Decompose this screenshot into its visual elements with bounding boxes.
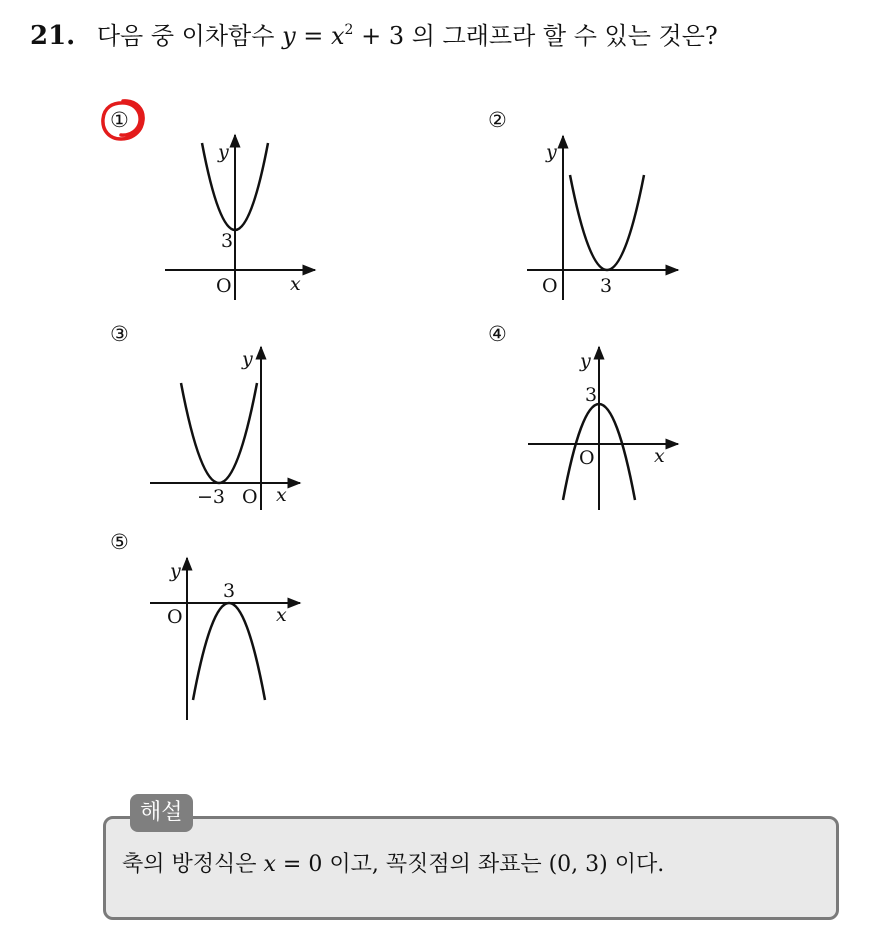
y-axis-label: y — [546, 141, 557, 163]
vertex-label: −3 — [197, 486, 226, 508]
origin-label: O — [216, 275, 232, 297]
solution-tag: 해설 — [130, 794, 193, 832]
option-2-graph[interactable] — [527, 136, 678, 300]
option-1-marker[interactable]: ① — [110, 108, 129, 132]
solution-text-2: 이고, 꼭짓점의 좌표는 (0, 3) 이다. — [329, 852, 665, 877]
solution-math-var: x — [263, 852, 276, 877]
vertex-label: 3 — [223, 580, 236, 602]
parabola — [193, 603, 265, 700]
solution-math-rest: = 0 — [275, 852, 323, 877]
y-axis-label: y — [218, 141, 229, 163]
option-2-marker[interactable]: ② — [488, 108, 507, 132]
origin-label: O — [242, 486, 258, 508]
option-1-graph[interactable] — [165, 135, 315, 300]
question-text-before: 다음 중 이차함수 — [96, 22, 275, 50]
x-axis-label: x — [654, 445, 665, 467]
origin-label: O — [579, 447, 595, 469]
option-5-graph[interactable] — [150, 558, 300, 720]
equation-exponent: 2 — [344, 22, 354, 38]
x-axis-label: x — [290, 273, 301, 295]
y-axis-label: y — [170, 560, 181, 582]
question-number: 21. — [30, 21, 76, 51]
solution-text — [122, 848, 664, 882]
parabola — [181, 383, 257, 483]
solution-text-1: 축의 방정식은 — [122, 852, 257, 877]
origin-label: O — [167, 606, 183, 628]
equation-mid: = x — [295, 22, 345, 50]
question-text-after: 의 그래프라 할 수 있는 것은? — [411, 22, 718, 50]
intercept-label: 3 — [221, 230, 234, 252]
vertex-label: 3 — [600, 275, 613, 297]
option-3-marker[interactable]: ③ — [110, 322, 129, 346]
y-axis-label: y — [242, 348, 253, 370]
y-axis-label: y — [580, 350, 591, 372]
option-3-graph[interactable] — [150, 347, 300, 510]
equation-rhs: + 3 — [353, 22, 405, 50]
option-4-graph[interactable] — [528, 347, 678, 510]
x-axis-label: x — [276, 484, 287, 506]
option-5-marker[interactable]: ⑤ — [110, 530, 129, 554]
parabola — [570, 175, 644, 270]
origin-label: O — [542, 275, 558, 297]
option-4-marker[interactable]: ④ — [488, 322, 507, 346]
equation-lhs: y — [282, 22, 296, 50]
x-axis-label: x — [276, 604, 287, 626]
intercept-label: 3 — [585, 384, 598, 406]
